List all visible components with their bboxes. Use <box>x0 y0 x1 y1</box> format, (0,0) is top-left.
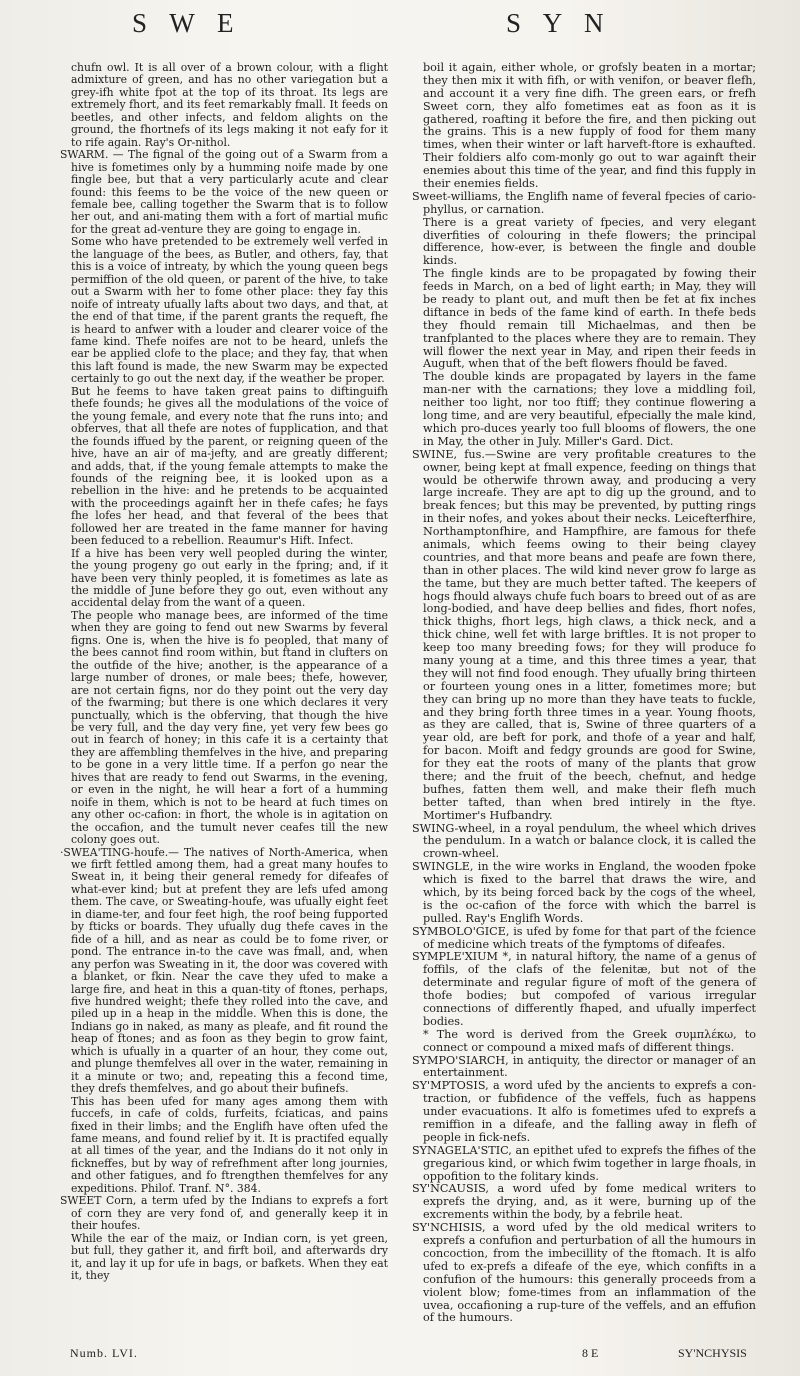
paragraph: While the ear of the maiz, or Indian corn, is yet green, but full, they gather it, and firft boil, and afterwards dry it, and lay it up for ufe in bags, or bafkets. When they eat it, they <box>71 1231 388 1282</box>
paragraph: boil it again, either whole, or grofsly beaten in a mortar; they then mix it with fifh, or with venifon, or beaver flefh, and account it a very fine difh. The green ears, or frefh Sweet corn, they alfo fometimes eat as foon as it is gathered, roafting it before the fire, and then picking out the grains. This is a new fupply of food for them many times, when their winter or laft harveft-ftore is exhaufted. Their foldiers alfo com-monly go out to war againft their enemies about this time of the year, and find this fupply in their enemies fields. <box>423 61 756 191</box>
paragraph: SY'NCAUSIS, a word ufed by fome medical writers to exprefs the drying, and, as it were, burning up of the excrements within the body, by a febrile heat. <box>412 1182 756 1222</box>
paragraph: But he feems to have taken great pains to diftinguifh thefe founds; he gives all the modulations of the voice of the young female, and every note that fhe runs into; and obferves, that all thefe are notes of fupplication, and that the founds iffued by the parent, or reigning queen of the hive, have an air of ma-jefty, and are greatly different; and adds, that, if the young female attempts to make the founds of the reigning bee, it is looked upon as a rebellion in the hive: and he pretends to be acquainted with the proceedings againft her in thefe cafes; he fays fhe lofes her head, and that feveral of the bees that followed her are treated in the fame manner for having been feduced to a rebellion. Reaumur's Hift. Infect. <box>71 384 388 548</box>
paragraph: The people who manage bees, are informed of the time when they are going to fend out new Swarms by feveral figns. One is, when the hive is fo peopled, that many of the bees cannot find room within, but ftand in clufters on the outfide of the hive; another, is the appearance of a large number of drones, or male bees; thefe, however, are not certain figns, nor do they point out the very day of the fwarming; but there is one which declares it very punctually, which is the obferving, that though the hive be very full, and the day very fine, yet very few bees go out in fearch of honey; in this cafe it is a certainty that they are affembling themfelves in the hive, and preparing to be gone in a very little time. If a perfon go near the hives that are ready to fend out Swarms, in the evening, or even in the night, he will hear a fort of a humming noife in them, which is not to be heard at fuch times on any other oc-cafion: in fhort, the whole is in agitation on the occafion, and the tumult never ceafes till the new colony goes out. <box>71 608 388 847</box>
running-head-left: S W E <box>132 8 242 38</box>
paragraph: SWINGLE, in the wire works in England, the wooden fpoke which is fixed to the barrel that draws the wire, and which, by its being forced back by the cogs of the wheel, is the oc-cafion of the force with which the barrel is pulled. Ray's Englifh Words. <box>412 860 756 925</box>
paragraph: The double kinds are propagated by layers in the fame man-ner with the carnations; they love a middling foil, neither too light, nor too ftiff; they continue flowering a long time, and are very beautiful, efpecially the male kind, which pro-duces yearly too full blooms of flowers, the one in May, the other in July. Miller's Gard. Dict. <box>423 370 756 448</box>
paragraph: There is a great variety of fpecies, and very elegant diverfities of colouring in thefe flowers; the principal difference, how-ever, is between the fingle and double kinds. <box>423 215 756 268</box>
paragraph: SYNAGELA'STIC, an epithet ufed to exprefs the fifhes of the gregarious kind, or which fwim together in large fhoals, in oppofition to the folitary kinds. <box>412 1143 756 1183</box>
paragraph: Sweet-williams, the Englifh name of feveral fpecies of cario-phyllus, or carnation. <box>412 189 756 216</box>
paragraph: Some who have pretended to be extremely well verfed in the language of the bees, as Butler, and others, fay, that this is a voice of intreaty, by which the young queen begs permiffion of the old queen, or parent of the hive, to take out a Swarm with her to fome other place: they fay this noife of intreaty ufually lafts about two days, and that, at the end of that time, if the parent grants the requeft, fhe is heard to anfwer with a louder and clearer voice of the fame kind. Thefe noifes are not to be heard, unlefs the ear be applied clofe to the place; and they fay, that when this laft found is made, the new Swarm may be expected certainly to go out the next day, if the weather be proper. <box>71 235 388 386</box>
right-column <box>412 62 756 1325</box>
running-head-right: S Y N <box>506 8 612 38</box>
catchword: SY'NCHYSIS <box>678 1346 747 1360</box>
paragraph: SWINE, fus.—Swine are very profitable creatures to the owner, being kept at fmall expence, feeding on things that would be otherwife thrown away, and producing a very large increafe. They are apt to dig up the ground, and to break fences; but this may be prevented, by putting rings in their nofes, and yokes about their necks. Leicefterfhire, Northamptonfhire, and Hampfhire, are famous for thefe animals, which feems owing to their being clayey countries, and that more beans and peafe are fown there, than in other places. The wild kind never grow fo large as the tame, but they are much better tafted. The keepers of hogs fhould always chufe fuch boars to breed out of as are long-bodied, and have deep bellies and fides, fhort nofes, thick thighs, fhort legs, high claws, a thick neck, and a thick chine, well fet with large briftles. It is not proper to keep too many breeding fows; for they will produce fo many young at a time, and this three times a year, that they will not find food enough. They ufually bring thirteen or fourteen young ones in a litter, fometimes more; but they can bring up no more than they have teats to fuckle, and they bring forth three times in a year. Young fhoots, as they are called, that is, Swine of three quarters of a year old, are beft for pork, and thofe of a year and half, for bacon. Moift and fedgy grounds are good for Swine, for they eat the roots of many of the plants that grow there; and the fruit of the beech, chefnut, and hedge bufhes, fatten them well, and make their flefh much better tafted, than when bred intirely in the ftye. Mortimer's Hufbandry. <box>412 447 756 822</box>
paragraph: SWING-wheel, in a royal pendulum, the wheel which drives the pendulum. In a watch or balance clock, it is called the crown-wheel. <box>412 821 756 861</box>
paragraph: SYMPLE'XIUM *, in natural hiftory, the name of a genus of foffils, of the clafs of the felenitæ, but not of the determinate and regular figure of moft of the genera of thofe bodies; but compofed of various irregular connections of differently fhaped, and ufually imperfect bodies. <box>412 950 756 1028</box>
signature-mark: Numb. LVI. <box>70 1346 138 1360</box>
paragraph: SY'NCHISIS, a word ufed by the old medical writers to exprefs a confufion and perturbation of all the humours in concoction, from the imbecillity of the ftomach. It is alfo ufed to ex-prefs a difeafe of the eye, which confifts in a confufion of the humours: this generally proceeds from a violent blow; fome-times from an inflammation of the uvea, occafioning a rup-ture of the veffels, and an effufion of the humours. <box>412 1221 756 1325</box>
paragraph: chufn owl. It is all over of a brown colour, with a flight admixture of green, and has no other variegation but a grey-ifh white fpot at the top of its throat. Its legs are extremely fhort, and its feet remarkably fmall. It feeds on beetles, and other infects, and feldom alights on the ground, the fhortnefs of its legs making it not eafy for it to rife again. Ray's Or-nithol. <box>71 61 388 149</box>
sheet-mark: 8 E <box>582 1346 599 1360</box>
paragraph: SWEET Corn, a term ufed by the Indians to exprefs a fort of corn they are very fond of, and generally keep it in their houfes. <box>60 1194 388 1233</box>
paragraph: If a hive has been very well peopled during the winter, the young progeny go out early in the fpring; and, if it have been very thinly peopled, it is fometimes as late as the middle of June before they go out, even without any accidental delay from the want of a queen. <box>71 546 388 610</box>
paragraph: The fingle kinds are to be propagated by fowing their feeds in March, on a bed of light earth; in May, they will be ready to plant out, and muft then be fet at fix inches diftance in beds of the fame kind of earth. In thefe beds they fhould remain till Michaelmas, and then be tranfplanted to the places where they are to remain. They will flower the next year in May, and ripen their feeds in Auguft, when that of the beft flowers fhould be faved. <box>423 267 756 371</box>
paragraph: SY'MPTOSIS, a word ufed by the ancients to exprefs a con-traction, or fubfidence of the veffels, fuch as happens under evacuations. It alfo is fometimes ufed to exprefs a remiffion in a difeafe, and the falling away in flefh of people in fick-nefs. <box>412 1079 756 1144</box>
paragraph: ·SWEA'TING-houfe.— The natives of North-America, when we firft fettled among them, had a great many houfes to Sweat in, it being their general remedy for difeafes of what-ever kind; but at prefent they are lefs ufed among them. The cave, or Sweating-houfe, was ufually eight feet in diame-ter, and four feet high, the roof being fupported by fticks or boards. They ufually dug thefe caves in the fide of a hill, and as near as could be to fome river, or pond. The entrance in-to the cave was fmall, and, when any perfon was Sweating in it, the door was covered with a blanket, or fkin. Near the cave they ufed to make a large fire, and heat in this a quan-tity of ftones, perhaps, five hundred weight; thefe they rolled into the cave, and piled up in a heap in the middle. When this is done, the Indians go in naked, as many as pleafe, and fit round the heap of ftones; and as foon as they begin to grow faint, which is ufually in a quarter of an hour, they come out, and plunge themfelves all over in the water, remaining in it a minute or two; and, repeating this a fecond time, they drefs themfelves, and go about their bufinefs. <box>60 845 388 1096</box>
paragraph: SYMPO'SIARCH, in antiquity, the director or manager of an entertainment. <box>412 1053 756 1080</box>
paragraph: * The word is derived from the Greek συμπλέκω, to connect or compound a mixed mafs of different things. <box>423 1027 756 1054</box>
paragraph: This has been ufed for many ages among them with fuccefs, in cafe of colds, furfeits, fciaticas, and pains fixed in their limbs; and the Englifh have often ufed the fame means, and found relief by it. It is practifed equally at all times of the year, and the Indians do it not only in fickneffes, but by way of refrefhment after long journies, and other fatigues, and fo ftrengthen themfelves for any expeditions. Philof. Tranf. N°. 384. <box>71 1094 388 1195</box>
paragraph: SYMBOLO'GICE, is ufed by fome for that part of the fcience of medicine which treats of the fymptoms of difeafes. <box>412 924 756 951</box>
paragraph: SWARM. — The fignal of the going out of a Swarm from a hive is fometimes only by a humming noife made by one fingle bee, but that a very particularly acute and clear found: this feems to be the voice of the new queen or female bee, calling together the Swarm that is to follow her out, and ani-mating them with a fort of martial mufic for the great ad-venture they are going to engage in. <box>60 148 388 236</box>
left-column <box>60 62 388 1282</box>
